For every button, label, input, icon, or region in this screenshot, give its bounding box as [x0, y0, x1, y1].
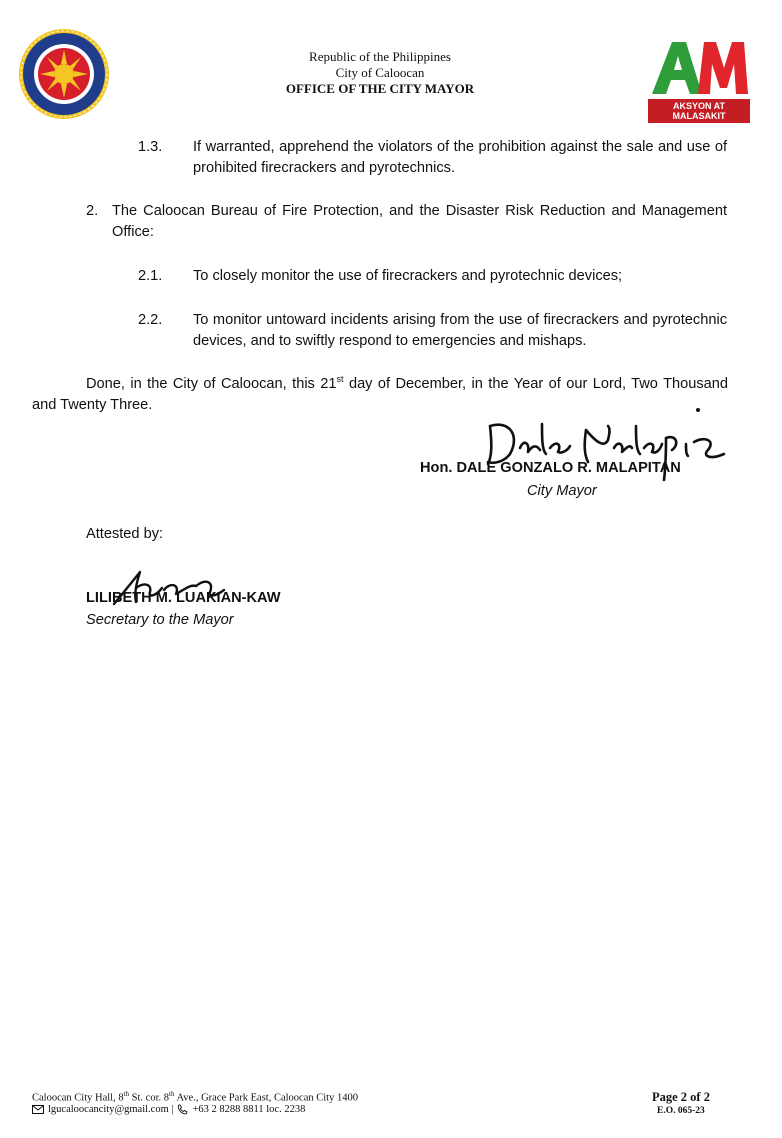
eo-number: E.O. 065-23: [657, 1106, 705, 1116]
page-number: Page 2 of 2: [652, 1090, 710, 1104]
footer-phone: +63 2 8288 8811 loc. 2238: [192, 1104, 306, 1115]
closing-paragraph: [32, 374, 728, 416]
closing-text-end: day of December, in the Year of our Lord, Two Thousand and Twenty Three.: [32, 376, 728, 413]
footer-address: [32, 1090, 358, 1104]
address-part: Caloocan City Hall, 8: [32, 1092, 124, 1104]
phone-icon: [177, 1104, 188, 1115]
aksyon-malasakit-logo: [648, 40, 750, 121]
item-number: 2.1.: [138, 268, 163, 284]
header-republic: Republic of the Philippines: [309, 49, 451, 64]
city-seal-icon: [18, 28, 110, 120]
footer-contact: [32, 1104, 305, 1115]
closing-ordinal: st: [336, 374, 344, 385]
item-text: To closely monitor the use of firecrackers and pyrotechnic devices;: [193, 268, 623, 284]
item-text: The Caloocan Bureau of Fire Protection, and the Disaster Risk Reduction and Management Office:: [112, 203, 727, 240]
item-text: To monitor untoward incidents arising from the use of firecrackers and pyrotechnic devices, and to swiftly respond to emergencies and mishaps.: [193, 312, 727, 349]
mayor-name: Hon. DALE GONZALO R. MALAPITAN: [420, 460, 681, 476]
mayor-title: City Mayor: [527, 483, 597, 499]
item-text: If warranted, apprehend the violators of the prohibition against the sale and use of prohibited firecrackers and pyrotechnics.: [193, 139, 727, 176]
am-logo-mark: [648, 40, 750, 96]
closing-text-start: Done, in the City of Caloocan, this 21: [86, 376, 337, 392]
address-ordinal: th: [123, 1090, 130, 1098]
secretary-title: Secretary to the Mayor: [86, 612, 234, 628]
attested-label: Attested by:: [86, 526, 164, 542]
address-ordinal: th: [169, 1090, 175, 1098]
footer-email: lgucaloocancity@gmail.com |: [48, 1104, 174, 1115]
letterhead: [200, 49, 560, 97]
header-city: City of Caloocan: [335, 65, 425, 80]
address-part: St. cor. 8: [129, 1092, 169, 1104]
header-office: OFFICE OF THE CITY MAYOR: [285, 81, 475, 96]
item-number: 1.3.: [138, 139, 163, 155]
item-number: 2.2.: [138, 312, 163, 328]
address-part: Ave., Grace Park East, Caloocan City 1400: [174, 1092, 358, 1104]
item-number: 2.: [86, 203, 99, 219]
envelope-icon: [32, 1105, 44, 1114]
logo-caption: AKSYON AT MALASAKIT: [648, 99, 750, 123]
secretary-name: LILIBETH M. LUAKIAN-KAW: [86, 590, 281, 606]
